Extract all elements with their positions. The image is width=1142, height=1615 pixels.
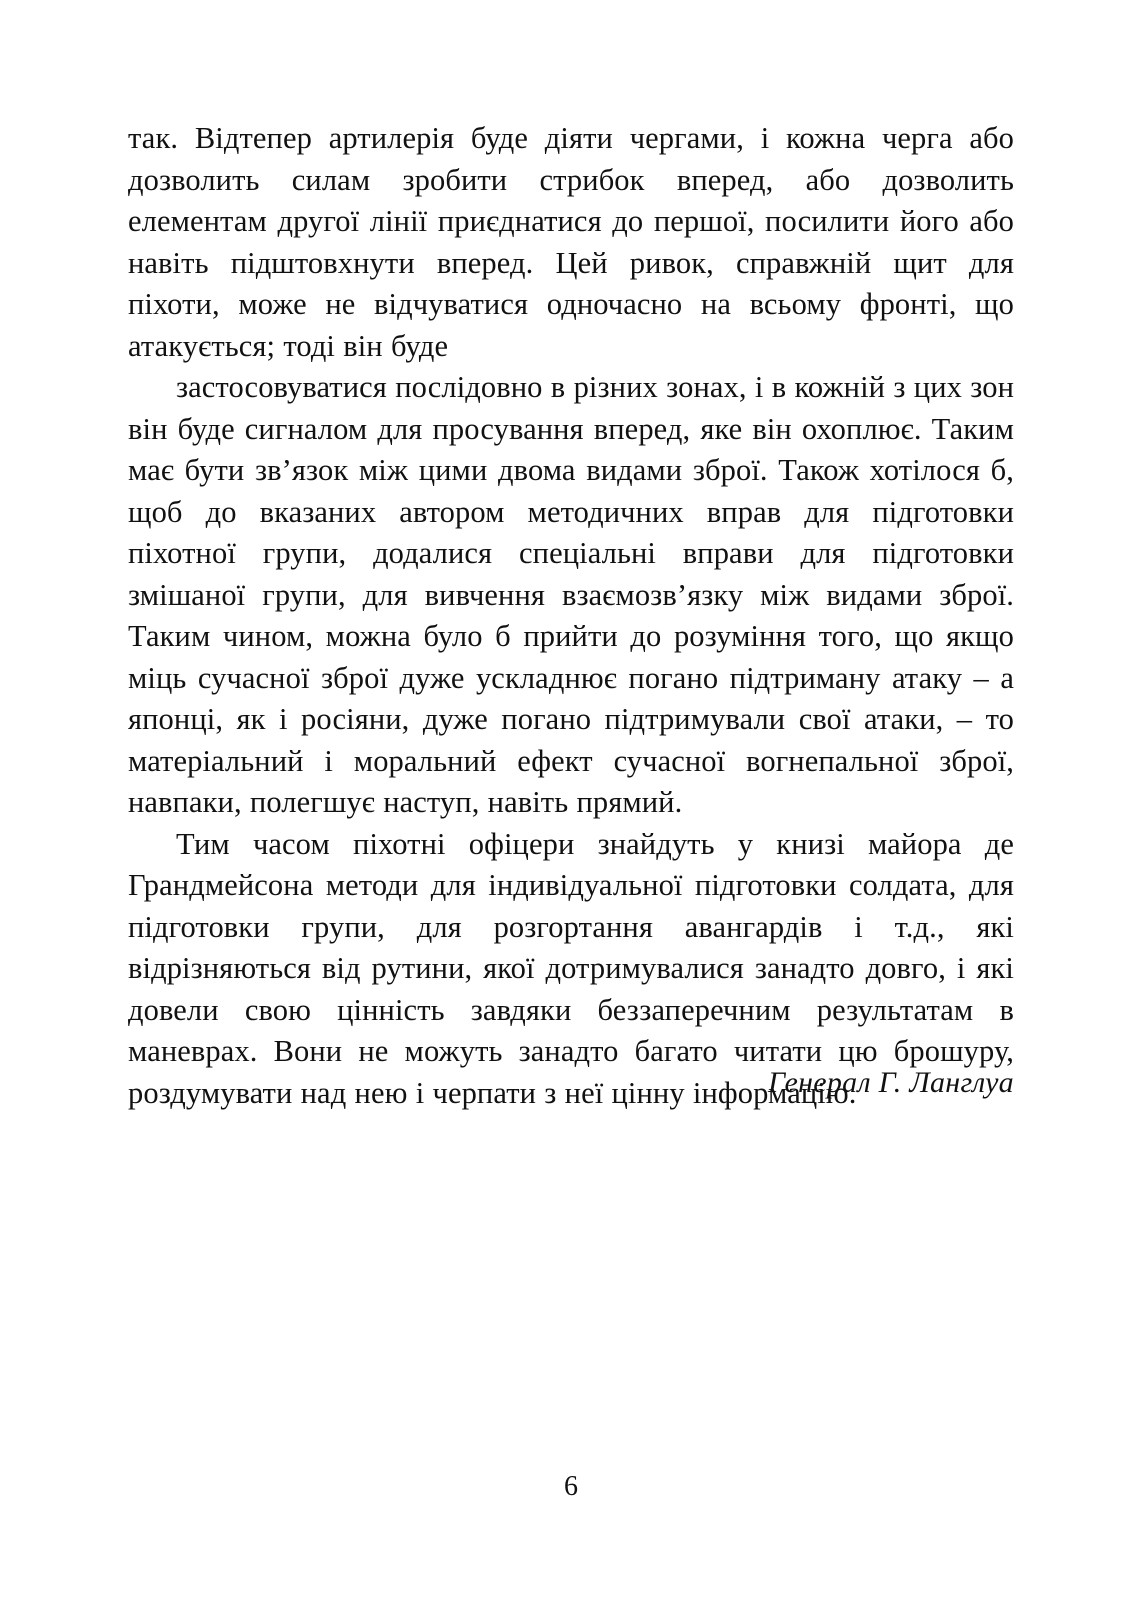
author-signature: Генерал Г. Ланглуа bbox=[768, 1066, 1014, 1099]
page-footer bbox=[0, 1470, 1142, 1504]
body-text-column bbox=[128, 118, 1014, 1114]
paragraph-2: застосовуватися послідовно в різних зонах, і в кожній з цих зон він буде сигналом для просування вперед, яке він охоплює. Таким має бути зв’язок між цими двома видами зброї. Також хотілося б, щоб до вказаних автором методичних вправ для підготовки піхотної групи, додалися спеціальні вправи для підготовки змішаної групи, для вивчення взаємозв’язку між видами зброї. Таким чином, можна було б прийти до розуміння того, що якщо міць сучасної зброї дуже ускладнює погано підтриману атаку – а японці, як і росіяни, дуже погано підтримували свої атаки, – то матеріальний і моральний ефект сучасної вогнепальної зброї, навпаки, полегшує наступ, навіть прямий. bbox=[128, 370, 1014, 819]
paragraph-3: Тим часом піхотні офіцери знайдуть у книзі майора де Грандмейсона методи для індивідуальної підготовки солдата, для підготовки групи, для розгортання авангардів і т.д., які відрізняються від рутини, якої дотримувалися занадто довго, і які довели свою цінність завдяки беззаперечним результатам в маневрах. Вони не можуть занадто багато читати цю брошуру, роздумувати над нею і черпати з неї цінну інформацію. bbox=[128, 826, 1014, 1110]
signature-block bbox=[128, 1063, 1014, 1103]
page-number: 6 bbox=[564, 1471, 578, 1502]
paragraph-1: так. Відтепер артилерія буде діяти чергами, і кожна черга або дозволить силам зробити стрибок вперед, або дозволить елементам другої лінії приєднатися до першої, посилити його або навіть підштовхнути вперед. Цей ривок, справжній щит для піхоти, може не відчуватися одночасно на всьому фронті, що атакується; тоді він буде bbox=[128, 121, 1014, 363]
